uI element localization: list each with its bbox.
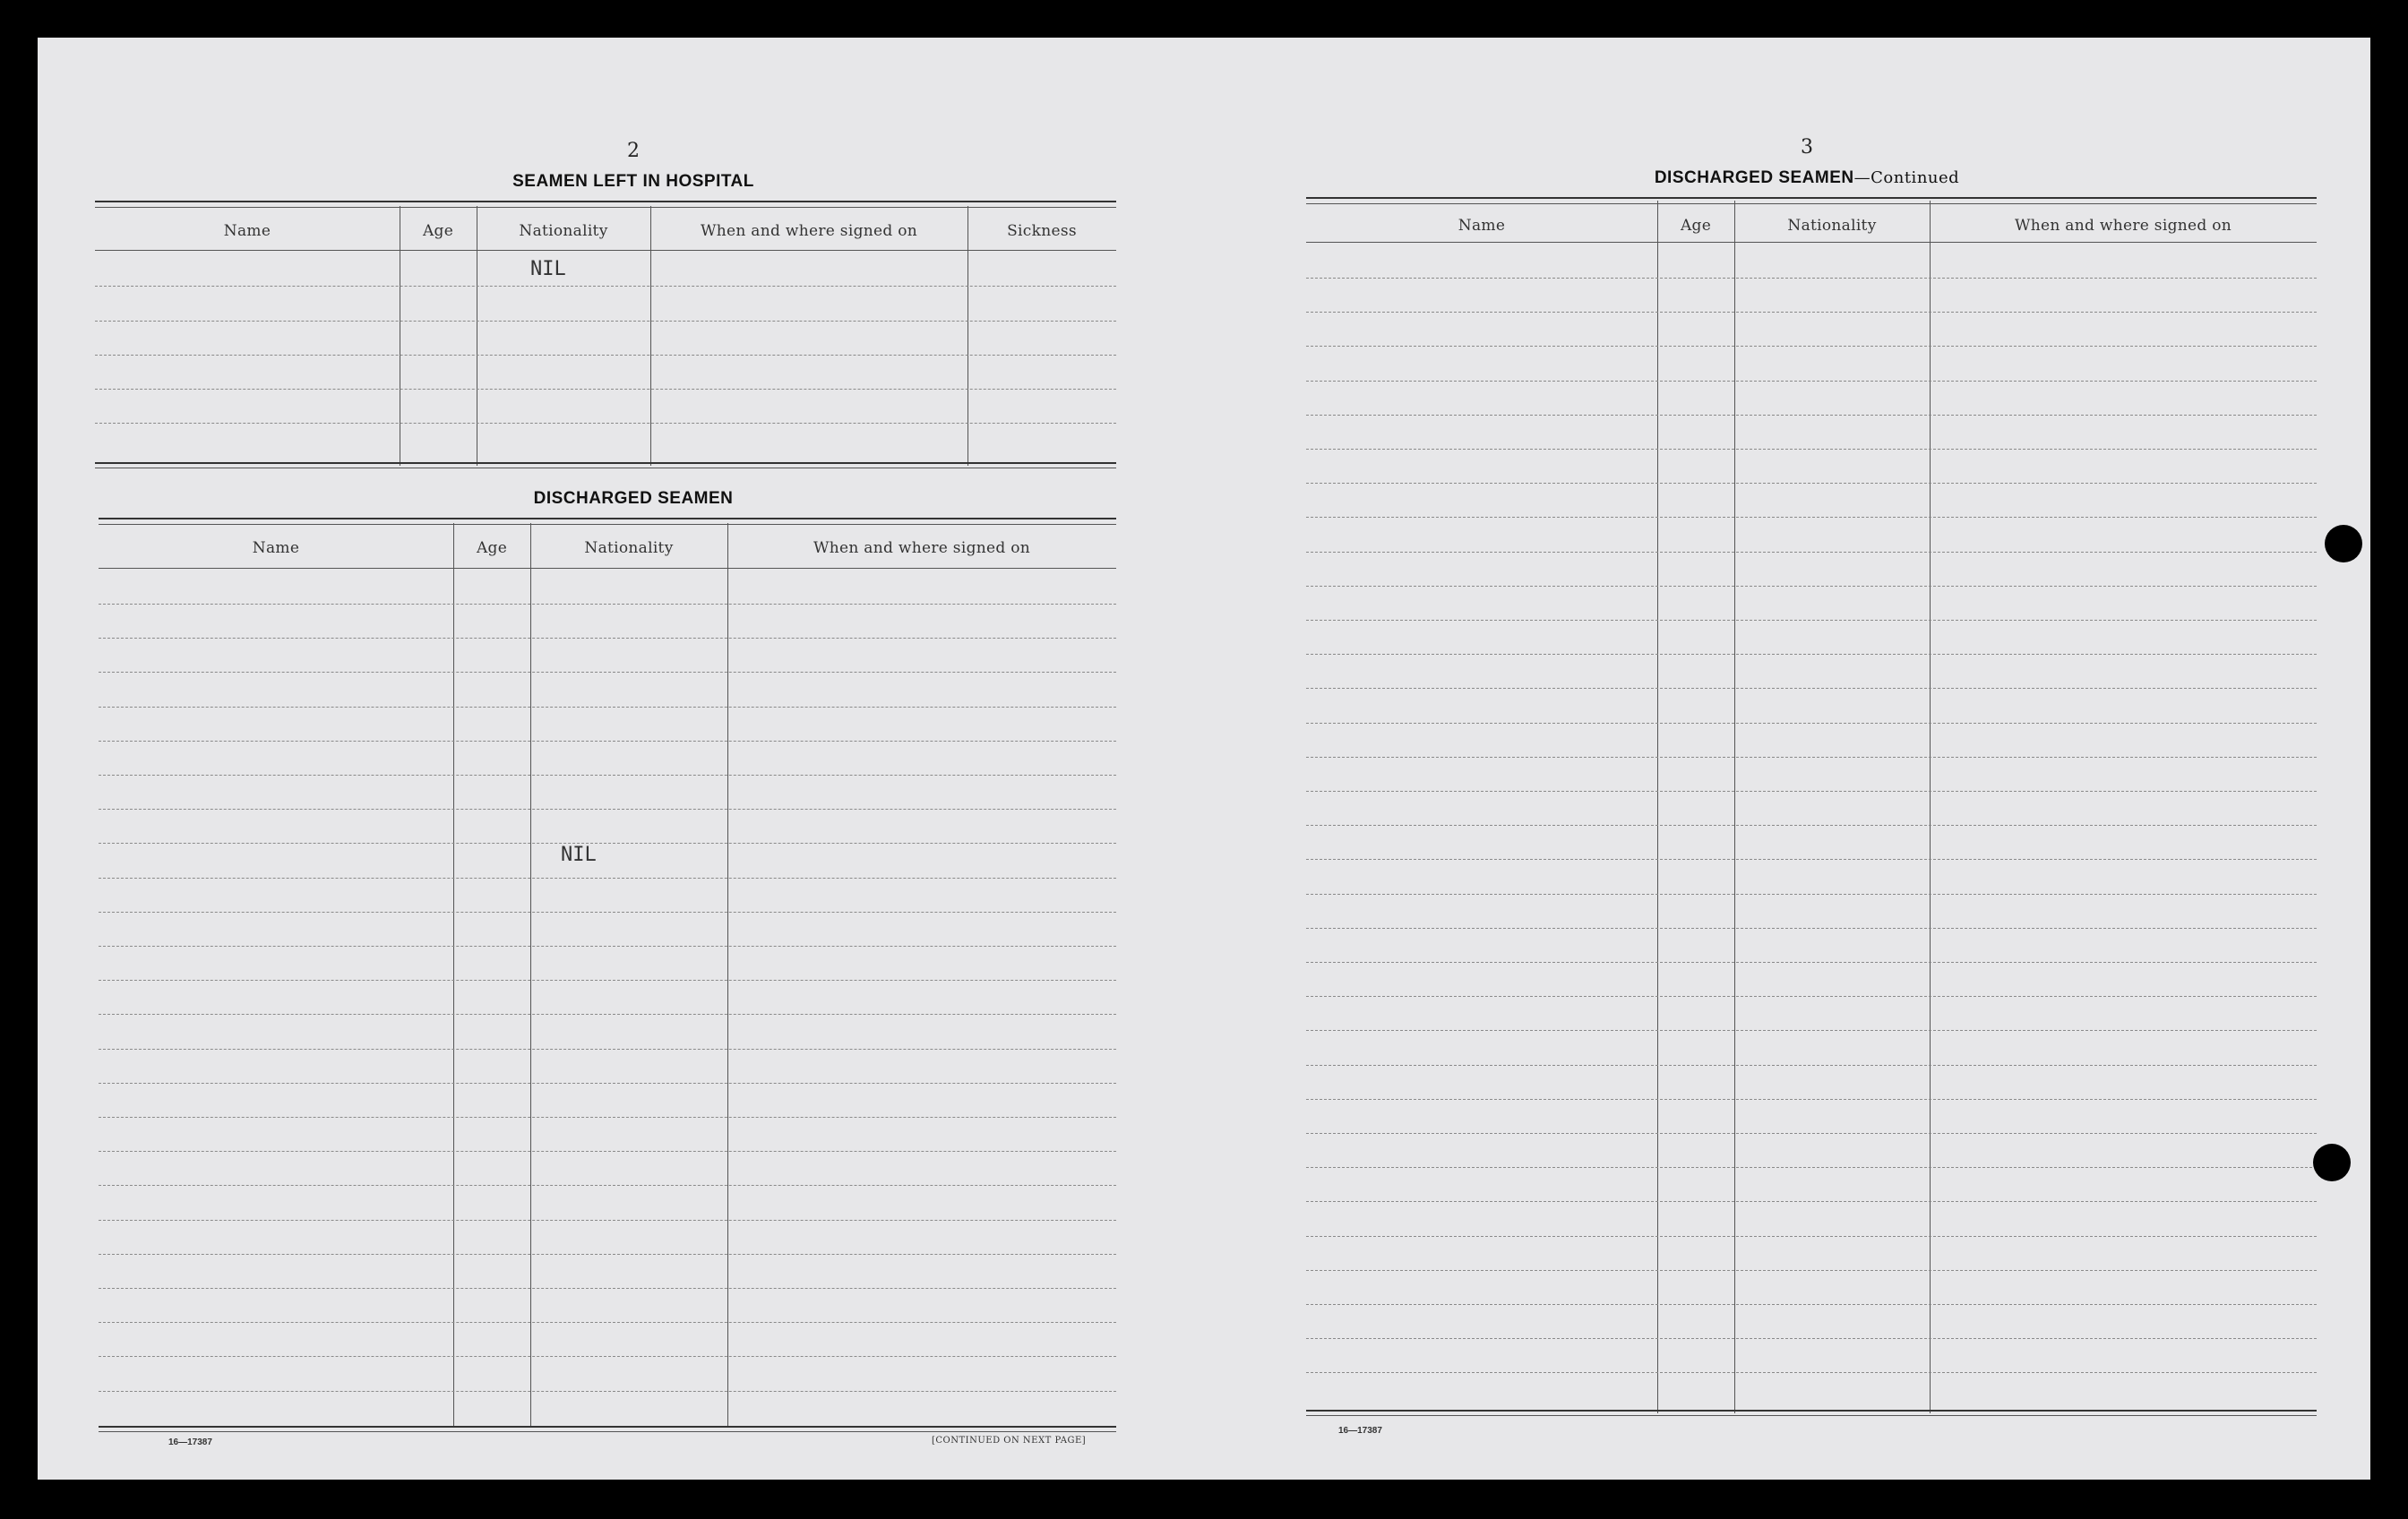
table-top-rule <box>95 201 1116 208</box>
discharged-continued-title <box>1274 168 2340 188</box>
table-row <box>1306 381 2317 382</box>
table-row <box>95 286 1116 287</box>
header-underline <box>95 250 1116 251</box>
table-row <box>99 1288 1116 1289</box>
table-row <box>1306 825 2317 826</box>
table-row <box>1306 517 2317 518</box>
column-header-age: Age <box>422 222 454 240</box>
table-row <box>99 980 1116 981</box>
table-row <box>99 1322 1116 1323</box>
table-bottom-rule <box>95 462 1116 468</box>
right-page <box>1274 91 2340 1462</box>
table-bottom-rule <box>99 1426 1116 1432</box>
table-row <box>1306 278 2317 279</box>
column-header-name: Name <box>223 222 271 240</box>
column-header-nationality: Nationality <box>584 539 674 557</box>
column-divider <box>453 523 454 1428</box>
table-row <box>99 1185 1116 1186</box>
page-number: 2 <box>627 140 640 162</box>
column-divider <box>1657 201 1658 1413</box>
table-row <box>99 1254 1116 1255</box>
column-divider <box>650 206 651 466</box>
table-row <box>99 741 1116 742</box>
table-row <box>1306 1236 2317 1237</box>
table-row <box>99 775 1116 776</box>
table-row <box>99 946 1116 947</box>
form-code: 16—17387 <box>1338 1426 1382 1436</box>
table-row <box>99 707 1116 708</box>
title-main: DISCHARGED SEAMEN <box>1654 168 1854 187</box>
table-row <box>1306 723 2317 724</box>
table-row <box>99 809 1116 810</box>
table-row <box>1306 1304 2317 1305</box>
column-header-signed-on: When and where signed on <box>813 539 1031 557</box>
column-header-name: Name <box>252 539 300 557</box>
table-row <box>99 1151 1116 1152</box>
table-row <box>1306 1030 2317 1031</box>
document-sheet <box>38 38 2370 1480</box>
hospital-section-title: SEAMEN LEFT IN HOSPITAL <box>512 172 754 191</box>
continued-note: [CONTINUED ON NEXT PAGE] <box>932 1436 1087 1446</box>
table-row <box>99 912 1116 913</box>
column-header-nationality: Nationality <box>1787 217 1877 235</box>
table-bottom-rule <box>1306 1410 2317 1416</box>
hospital-entry-nil: NIL <box>530 258 566 280</box>
table-row <box>1306 312 2317 313</box>
table-row <box>1306 859 2317 860</box>
table-row <box>99 1117 1116 1118</box>
table-row <box>1306 1133 2317 1134</box>
table-row <box>99 672 1116 673</box>
table-row <box>1306 1372 2317 1373</box>
column-header-sickness: Sickness <box>1007 222 1077 240</box>
table-row <box>1306 483 2317 484</box>
table-row <box>99 878 1116 879</box>
table-row <box>99 1083 1116 1084</box>
column-header-name: Name <box>1458 217 1506 235</box>
table-row <box>1306 928 2317 929</box>
left-page <box>100 91 1166 1462</box>
discharged-continued-table <box>1306 197 2317 1420</box>
table-row <box>95 355 1116 356</box>
table-row <box>99 1356 1116 1357</box>
column-divider <box>1734 201 1735 1413</box>
table-row <box>1306 620 2317 621</box>
table-row <box>1306 1099 2317 1100</box>
column-header-nationality: Nationality <box>519 222 608 240</box>
table-row <box>99 1014 1116 1015</box>
column-header-signed-on: When and where signed on <box>700 222 918 240</box>
punch-hole <box>2325 525 2362 562</box>
table-row <box>1306 346 2317 347</box>
discharged-table <box>99 518 1116 1451</box>
table-row <box>1306 791 2317 792</box>
table-row <box>1306 688 2317 689</box>
table-row <box>1306 449 2317 450</box>
header-underline <box>1306 242 2317 243</box>
table-row <box>1306 415 2317 416</box>
title-suffix: —Continued <box>1853 168 1960 187</box>
table-row <box>1306 757 2317 758</box>
discharged-entry-nil: NIL <box>561 844 597 866</box>
table-top-rule <box>99 518 1116 525</box>
hospital-table <box>95 201 1116 469</box>
page-number: 3 <box>1801 136 1813 159</box>
column-divider <box>530 523 531 1428</box>
table-row <box>95 389 1116 390</box>
column-header-age: Age <box>476 539 508 557</box>
table-row <box>1306 1338 2317 1339</box>
table-row <box>99 604 1116 605</box>
table-row <box>99 638 1116 639</box>
table-top-rule <box>1306 197 2317 204</box>
table-row <box>1306 552 2317 553</box>
table-row <box>1306 1270 2317 1271</box>
table-row <box>1306 996 2317 997</box>
discharged-section-title: DISCHARGED SEAMEN <box>533 489 734 508</box>
table-row <box>1306 654 2317 655</box>
table-row <box>1306 1167 2317 1168</box>
table-row <box>1306 1201 2317 1202</box>
table-row <box>99 843 1116 844</box>
table-row <box>1306 894 2317 895</box>
form-code: 16—17387 <box>168 1437 212 1447</box>
header-underline <box>99 568 1116 569</box>
table-row <box>99 1220 1116 1221</box>
table-row <box>1306 962 2317 963</box>
table-row <box>95 423 1116 424</box>
table-row <box>1306 586 2317 587</box>
column-header-age: Age <box>1680 217 1712 235</box>
table-row <box>95 321 1116 322</box>
column-divider <box>1930 201 1931 1413</box>
punch-hole <box>2313 1144 2351 1181</box>
table-row <box>99 1391 1116 1392</box>
column-divider <box>727 523 728 1428</box>
table-row <box>99 1049 1116 1050</box>
table-row <box>1306 1065 2317 1066</box>
column-header-signed-on: When and where signed on <box>2014 217 2232 235</box>
